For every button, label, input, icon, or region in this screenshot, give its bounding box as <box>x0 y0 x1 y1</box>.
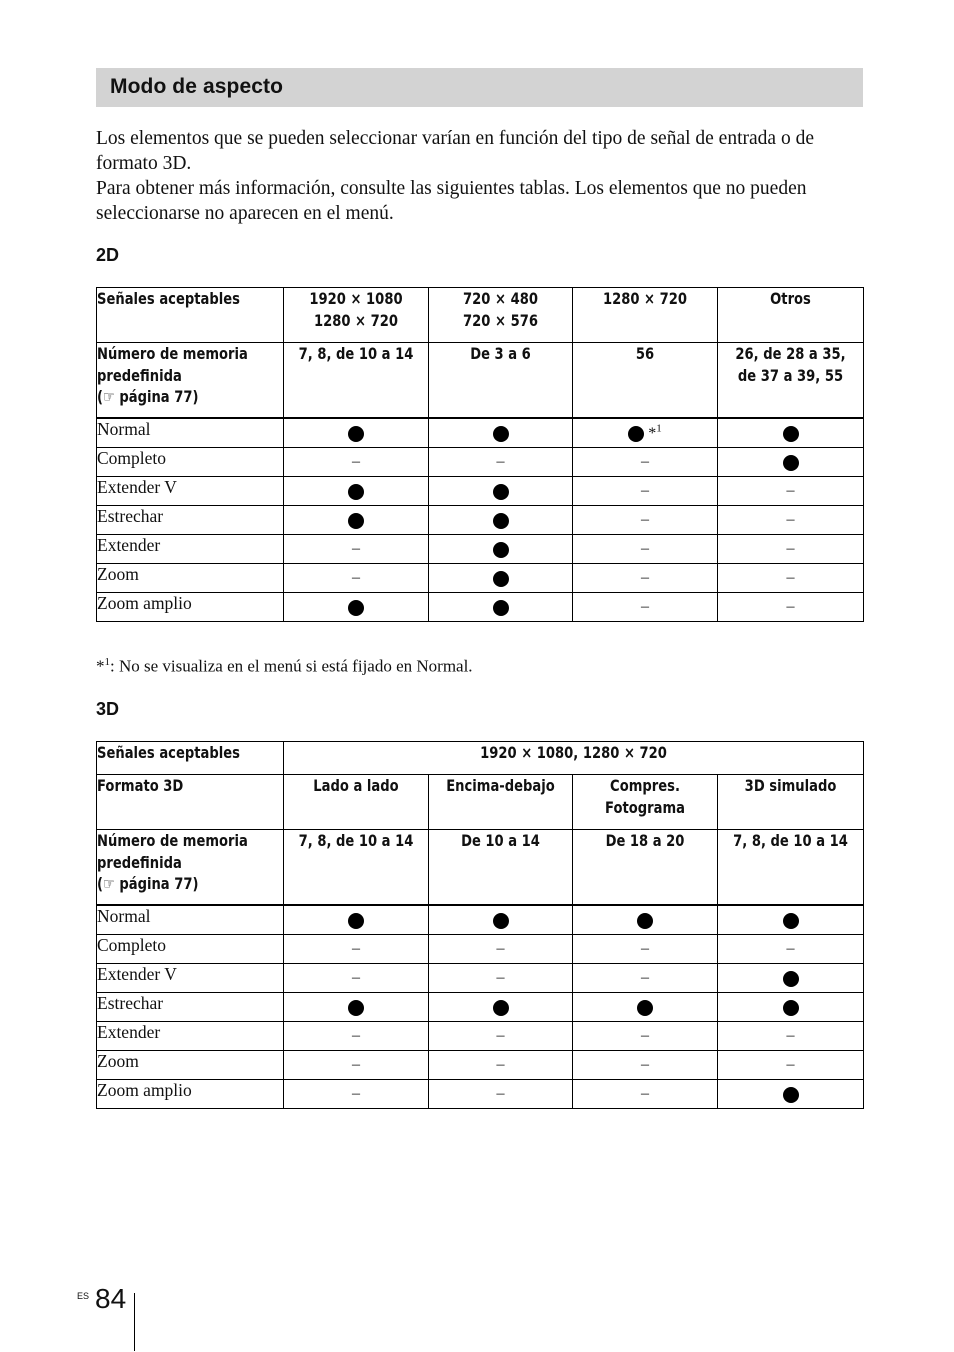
reference-hand-icon: ☞ <box>102 874 115 893</box>
table-cell <box>284 1079 429 1108</box>
memory-label-line3 <box>97 873 250 895</box>
memory-col-3 <box>573 830 718 905</box>
table-row <box>97 1079 864 1108</box>
supported-dot-icon <box>493 513 509 529</box>
table-cell <box>284 418 429 448</box>
signal-col-3-line1: 1280 × 720 <box>602 289 688 308</box>
not-available-dash: – <box>641 1084 649 1102</box>
table-cell <box>718 592 864 621</box>
memory-col-1-line1: 7, 8, de 10 a 14 <box>298 344 414 363</box>
supported-dot-icon <box>493 1000 509 1016</box>
table-cell <box>429 505 573 534</box>
not-available-dash: – <box>496 968 505 986</box>
footnote-reference-mark: * <box>648 424 657 442</box>
format-col-4-line1: 3D simulado <box>744 776 837 795</box>
format-col-1-line1: Lado a lado <box>313 776 399 795</box>
table-cell <box>429 534 573 563</box>
not-available-dash: – <box>641 539 649 557</box>
table-cell <box>718 505 864 534</box>
memory-col-4-line1: 7, 8, de 10 a 14 <box>733 831 848 850</box>
memory-col-3-line1: De 18 a 20 <box>605 831 685 850</box>
row-label: Zoom <box>97 1050 284 1079</box>
supported-dot-icon <box>628 426 644 442</box>
table-cell <box>718 418 864 448</box>
row-label: Normal <box>97 905 284 935</box>
not-available-dash: – <box>641 968 649 986</box>
table-cell <box>429 563 573 592</box>
row-label: Completo <box>97 447 284 476</box>
not-available-dash: – <box>641 568 649 586</box>
memory-col-1-line1: 7, 8, de 10 a 14 <box>298 831 414 850</box>
signals-row <box>97 288 864 343</box>
row-label: Extender <box>97 534 284 563</box>
signal-col-2-line1: 720 × 480 <box>463 289 538 308</box>
table-2d <box>96 287 864 622</box>
memory-row <box>97 343 864 418</box>
table-cell <box>718 476 864 505</box>
supported-dot-icon <box>783 426 799 442</box>
not-available-dash: – <box>786 939 795 957</box>
table-cell <box>718 1050 864 1079</box>
signals-label-cell <box>97 742 284 775</box>
signals-label: Señales aceptables <box>97 743 240 762</box>
table-cell <box>429 447 573 476</box>
not-available-dash: – <box>496 1084 505 1102</box>
not-available-dash: – <box>786 510 795 528</box>
signal-col-4 <box>718 288 864 343</box>
reference-hand-icon: ☞ <box>102 387 115 406</box>
row-label: Extender V <box>97 963 284 992</box>
table-row <box>97 1050 864 1079</box>
table-cell <box>429 476 573 505</box>
memory-col-2 <box>429 343 573 418</box>
row-label: Estrechar <box>97 505 284 534</box>
page-reference: página 77) <box>114 387 199 406</box>
footnote-reference-number: 1 <box>656 422 662 435</box>
supported-dot-icon <box>637 913 653 929</box>
intro-text <box>96 126 866 226</box>
table-cell <box>429 963 573 992</box>
supported-dot-icon <box>493 600 509 616</box>
not-available-dash: – <box>786 539 795 557</box>
supported-dot-icon <box>493 426 509 442</box>
page-divider <box>134 1293 135 1351</box>
supported-dot-icon <box>493 913 509 929</box>
memory-col-4-line2: de 37 a 39, 55 <box>737 365 844 385</box>
table-row <box>97 534 864 563</box>
table-cell <box>573 447 718 476</box>
not-available-dash: – <box>786 481 795 499</box>
table-row <box>97 505 864 534</box>
memory-col-4 <box>718 830 864 905</box>
table-row <box>97 1021 864 1050</box>
table-row <box>97 476 864 505</box>
memory-label-line2: predefinida <box>97 365 182 385</box>
table-row <box>97 963 864 992</box>
memory-label-cell <box>97 830 284 905</box>
not-available-dash: – <box>352 1055 360 1073</box>
signal-col-2 <box>429 288 573 343</box>
memory-row <box>97 830 864 905</box>
row-label: Estrechar <box>97 992 284 1021</box>
table-row <box>97 934 864 963</box>
row-label: Zoom <box>97 563 284 592</box>
table-cell <box>573 1050 718 1079</box>
memory-col-1 <box>284 830 429 905</box>
supported-dot-icon <box>493 542 509 558</box>
not-available-dash: – <box>352 452 360 470</box>
table-cell <box>718 1021 864 1050</box>
memory-col-3-line1: 56 <box>635 344 655 363</box>
not-available-dash: – <box>352 939 360 957</box>
table-cell <box>573 563 718 592</box>
heading-2d: 2D <box>96 245 120 265</box>
memory-col-3 <box>573 343 718 418</box>
paren-open: ( <box>97 874 103 893</box>
supported-dot-icon <box>348 1000 364 1016</box>
memory-col-2-line1: De 3 a 6 <box>470 344 531 363</box>
table-cell <box>429 905 573 935</box>
table-cell <box>718 563 864 592</box>
signals-value-cell <box>284 742 864 775</box>
paren-open: ( <box>97 387 103 406</box>
intro-paragraph-1: Los elementos que se pueden seleccionar varían en función del tipo de señal de entrada o de formato 3D. <box>96 128 814 174</box>
supported-dot-icon <box>637 1000 653 1016</box>
table-cell <box>573 476 718 505</box>
table-cell <box>718 934 864 963</box>
heading-3d: 3D <box>96 699 120 719</box>
footnote-number: 1 <box>104 656 110 668</box>
signal-col-1-line2: 1280 × 720 <box>313 310 399 330</box>
memory-col-4-line1: 26, de 28 a 35, <box>735 344 846 363</box>
memory-label-line2: predefinida <box>97 852 182 872</box>
format-row <box>97 775 864 830</box>
supported-dot-icon <box>348 484 364 500</box>
not-available-dash: – <box>496 1026 505 1044</box>
table-cell <box>284 592 429 621</box>
table-cell <box>429 1021 573 1050</box>
table-cell <box>284 992 429 1021</box>
table-cell <box>284 476 429 505</box>
table-cell <box>284 534 429 563</box>
table-cell <box>284 963 429 992</box>
format-col-4 <box>718 775 864 830</box>
not-available-dash: – <box>786 1026 795 1044</box>
table-cell <box>429 418 573 448</box>
table-cell <box>718 534 864 563</box>
not-available-dash: – <box>352 1026 360 1044</box>
table-cell <box>573 505 718 534</box>
table-2d-body <box>97 418 864 622</box>
table-cell <box>718 905 864 935</box>
table-cell <box>573 992 718 1021</box>
table-cell <box>429 934 573 963</box>
not-available-dash: – <box>786 1055 795 1073</box>
not-available-dash: – <box>352 968 360 986</box>
row-label: Zoom amplio <box>97 592 284 621</box>
table-row <box>97 592 864 621</box>
not-available-dash: – <box>641 1055 649 1073</box>
table-cell <box>573 418 718 448</box>
row-label: Normal <box>97 418 284 448</box>
table-cell <box>573 1079 718 1108</box>
not-available-dash: – <box>786 597 795 615</box>
footnote-text: : No se visualiza en el menú si está fijado en Normal. <box>110 656 473 676</box>
table-cell <box>718 992 864 1021</box>
table-cell <box>284 1050 429 1079</box>
signals-row <box>97 742 864 775</box>
signals-value: 1920 × 1080, 1280 × 720 <box>480 743 667 762</box>
signal-col-1 <box>284 288 429 343</box>
row-label: Extender <box>97 1021 284 1050</box>
table-row <box>97 992 864 1021</box>
table-cell <box>284 905 429 935</box>
memory-col-4 <box>718 343 864 418</box>
table-row <box>97 418 864 448</box>
not-available-dash: – <box>641 510 649 528</box>
not-available-dash: – <box>352 539 360 557</box>
signal-col-1-line1: 1920 × 1080 <box>309 289 403 308</box>
intro-paragraph-2: Para obtener más información, consulte las siguientes tablas. Los elementos que no pueden seleccionarse no aparecen en el menú. <box>96 178 807 224</box>
format-col-3 <box>573 775 718 830</box>
table-cell <box>284 934 429 963</box>
table-cell <box>718 1079 864 1108</box>
not-available-dash: – <box>786 568 795 586</box>
not-available-dash: – <box>641 597 649 615</box>
not-available-dash: – <box>641 452 649 470</box>
table-cell <box>284 505 429 534</box>
supported-dot-icon <box>783 1000 799 1016</box>
footnote-mark: * <box>96 656 105 676</box>
table-cell <box>573 1021 718 1050</box>
table-cell <box>429 1079 573 1108</box>
page-number: 84 <box>95 1283 127 1314</box>
table-cell <box>284 1021 429 1050</box>
format-label-cell <box>97 775 284 830</box>
supported-dot-icon <box>348 426 364 442</box>
format-col-1 <box>284 775 429 830</box>
supported-dot-icon <box>783 971 799 987</box>
table-3d <box>96 741 864 1109</box>
not-available-dash: – <box>641 1026 649 1044</box>
table-row <box>97 905 864 935</box>
signal-col-2-line2: 720 × 576 <box>463 310 538 330</box>
supported-dot-icon <box>783 455 799 471</box>
format-col-3-line1: Compres. <box>610 776 680 795</box>
table-cell <box>573 905 718 935</box>
footnote-reference <box>648 422 662 442</box>
memory-label-line1: Número de memoria <box>97 344 248 363</box>
table-cell <box>429 1050 573 1079</box>
section-header-bar <box>96 68 863 107</box>
table-cell <box>573 534 718 563</box>
format-col-2 <box>429 775 573 830</box>
table-row <box>97 447 864 476</box>
table-cell <box>429 592 573 621</box>
memory-col-1 <box>284 343 429 418</box>
not-available-dash: – <box>352 1084 360 1102</box>
section-title: Modo de aspecto <box>110 75 284 98</box>
signal-col-3 <box>573 288 718 343</box>
not-available-dash: – <box>496 1055 505 1073</box>
memory-label-line1: Número de memoria <box>97 831 248 850</box>
supported-dot-icon <box>783 1087 799 1103</box>
table-cell <box>573 592 718 621</box>
memory-col-2 <box>429 830 573 905</box>
table-cell <box>284 447 429 476</box>
table-cell <box>284 563 429 592</box>
row-label: Extender V <box>97 476 284 505</box>
table-cell <box>573 963 718 992</box>
not-available-dash: – <box>641 481 649 499</box>
table-cell <box>429 992 573 1021</box>
not-available-dash: – <box>352 568 360 586</box>
footnote <box>96 656 473 677</box>
supported-dot-icon <box>348 600 364 616</box>
not-available-dash: – <box>496 452 505 470</box>
format-col-2-line1: Encima-debajo <box>446 776 555 795</box>
memory-label-line3 <box>97 386 250 408</box>
page-language: ES <box>77 1291 90 1301</box>
memory-label-cell <box>97 343 284 418</box>
table-cell <box>573 934 718 963</box>
table-3d-body <box>97 905 864 1109</box>
not-available-dash: – <box>496 939 505 957</box>
signals-label: Señales aceptables <box>97 289 240 308</box>
supported-dot-icon <box>783 913 799 929</box>
row-label: Completo <box>97 934 284 963</box>
signals-label-cell <box>97 288 284 343</box>
table-cell <box>718 963 864 992</box>
supported-dot-icon <box>348 913 364 929</box>
memory-col-2-line1: De 10 a 14 <box>461 831 540 850</box>
format-label: Formato 3D <box>97 776 184 795</box>
table-row <box>97 563 864 592</box>
supported-dot-icon <box>493 484 509 500</box>
table-cell <box>718 447 864 476</box>
format-col-3-line2: Fotograma <box>605 797 685 817</box>
supported-dot-icon <box>348 513 364 529</box>
page-reference: página 77) <box>114 874 199 893</box>
row-label: Zoom amplio <box>97 1079 284 1108</box>
supported-dot-icon <box>493 571 509 587</box>
signal-col-4-line1: Otros <box>770 289 811 308</box>
not-available-dash: – <box>641 939 649 957</box>
